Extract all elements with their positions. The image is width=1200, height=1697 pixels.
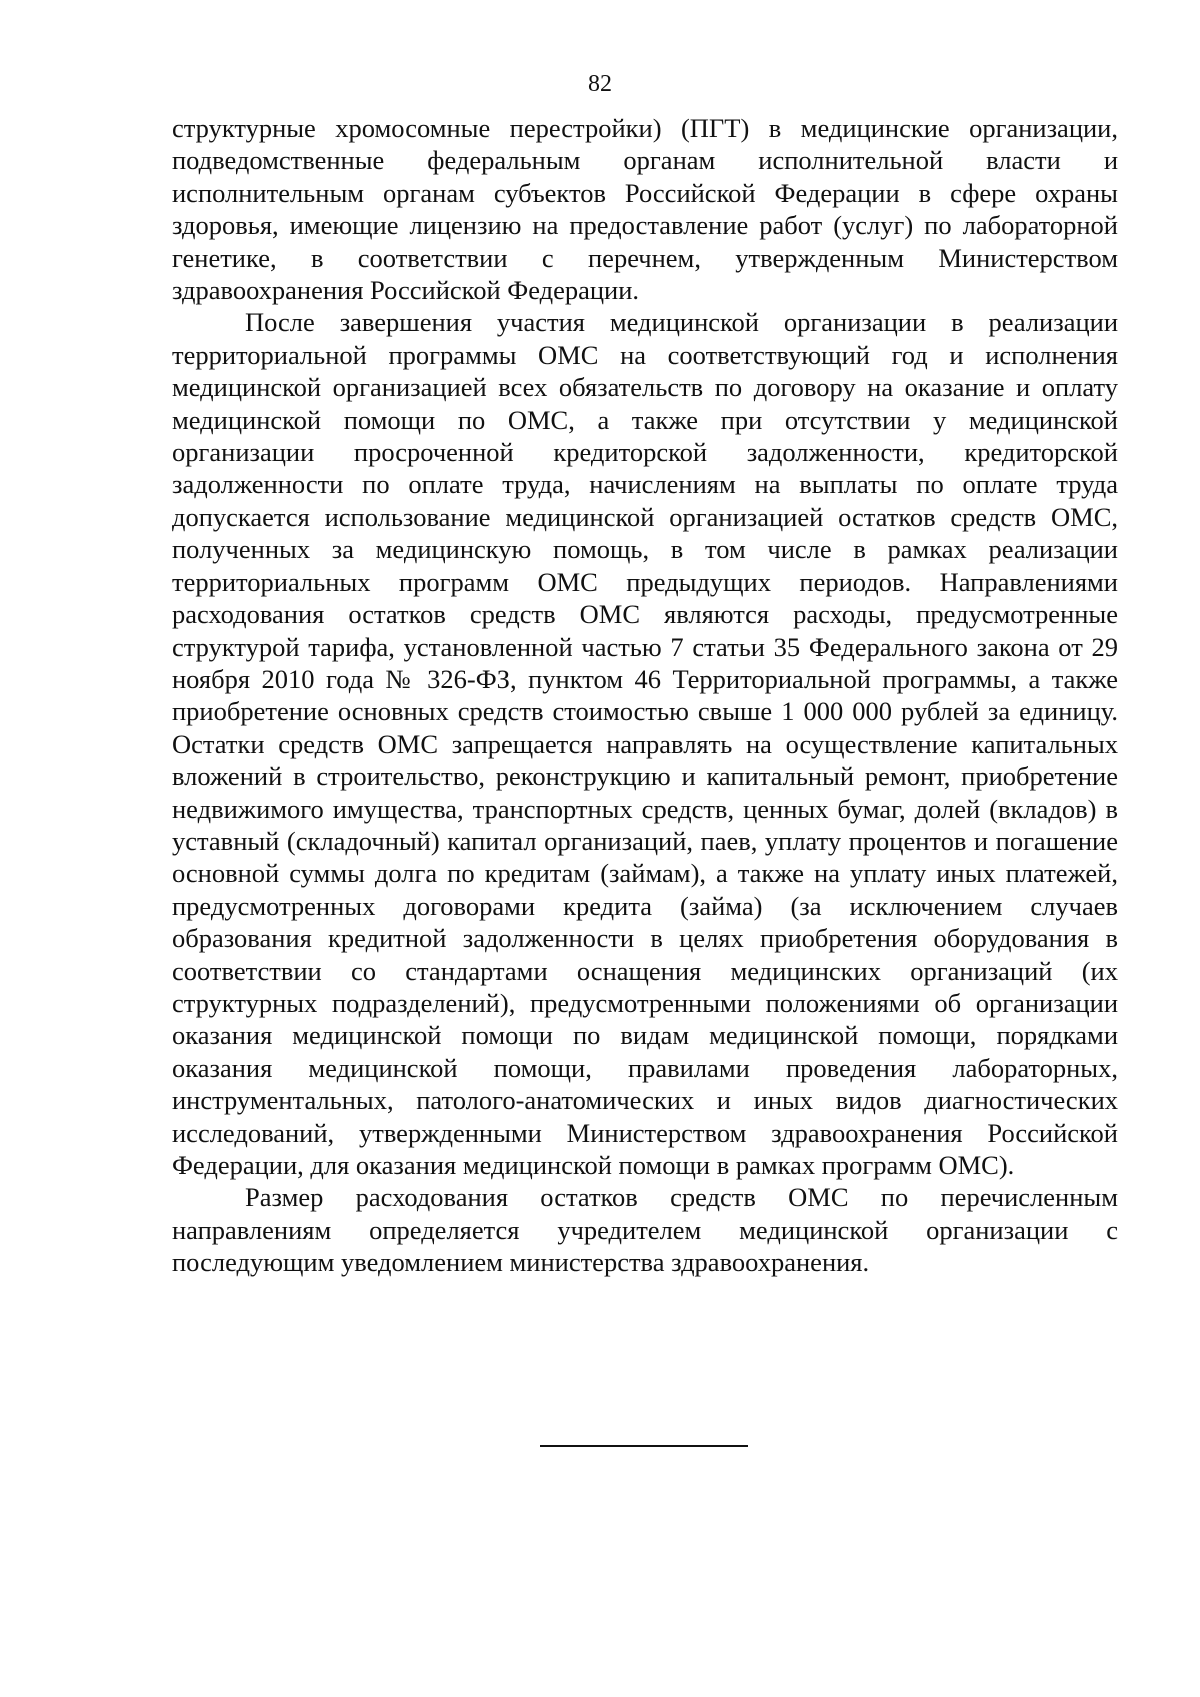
paragraph-spending-amount: Размер расходования остатков средств ОМС по перечисленным направлениям определяется учредителем медицинской организации с последующим уведомлением министерства здравоохранения. <box>172 1182 1118 1278</box>
paragraph-continuation: структурные хромосомные перестройки) (ПГТ) в медицинские организации, подведомственные федеральным органам исполнительной власти и исполнительным органам субъектов Российской Федерации в сфере охраны здоровья, имеющие лицензию на предоставление работ (услуг) по лабораторной генетике, в соответствии с перечнем, утвержденным Министерством здравоохранения Российской Федерации. <box>172 113 1118 306</box>
page-number: 82 <box>588 71 612 97</box>
document-body <box>172 112 1118 1279</box>
end-of-text-rule <box>540 1445 748 1447</box>
paragraph-oms-remaining-funds: После завершения участия медицинской организации в реализации территориальной программы ОМС на соответствующий год и исполнения медицинской организацией всех обязательств по договору на оказание и оплату медицинской помощи по ОМС, а также при отсутствии у медицинской организации просроченной кредиторской задолженности, кредиторской задолженности по оплате труда, начислениям на выплаты по оплате труда допускается использование медицинской организацией остатков средств ОМС, полученных за медицинскую помощь, в том числе в рамках реализации территориальных программ ОМС предыдущих периодов. Направлениями расходования остатков средств ОМС являются расходы, предусмотренные структурой тарифа, установленной частью 7 статьи 35 Федерального закона от 29 ноября 2010 года № 326-ФЗ, пунктом 46 Территориальной программы, а также приобретение основных средств стоимостью свыше 1 000 000 рублей за единицу. Остатки средств ОМС запрещается направлять на осуществление капитальных вложений в строительство, реконструкцию и капитальный ремонт, приобретение недвижимого имущества, транспортных средств, ценных бумаг, долей (вкладов) в уставный (складочный) капитал организаций, паев, уплату процентов и погашение основной суммы долга по кредитам (займам), а также на уплату иных платежей, предусмотренных договорами кредита (займа) (за исключением случаев образования кредитной задолженности в целях приобретения оборудования в соответствии со стандартами оснащения медицинских организаций (их структурных подразделений), предусмотренными положениями об организации оказания медицинской помощи по видам медицинской помощи, порядками оказания медицинской помощи, правилами проведения лабораторных, инструментальных, патолого-анатомических и иных видов диагностических исследований, утвержденными Министерством здравоохранения Российской Федерации, для оказания медицинской помощи в рамках программ ОМС). <box>172 307 1118 1180</box>
